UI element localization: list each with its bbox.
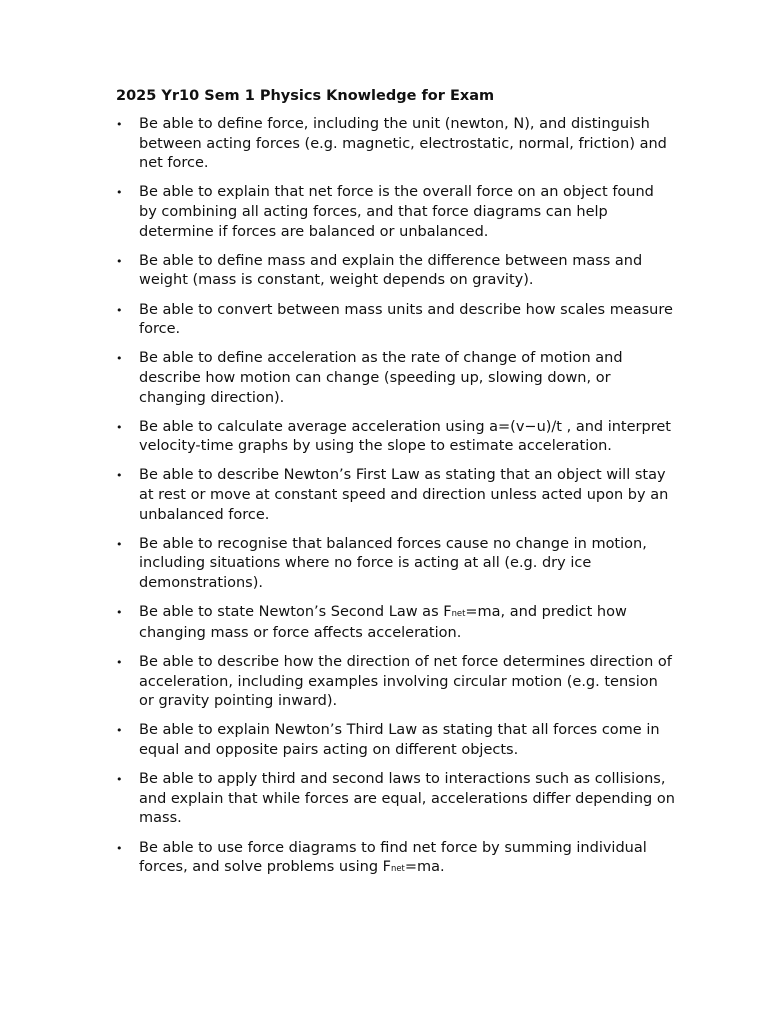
list-item <box>116 770 676 829</box>
bullet-icon: • <box>116 118 123 131</box>
list-item <box>116 301 676 340</box>
subscript-net: net <box>451 608 466 619</box>
bullet-icon: • <box>116 724 123 738</box>
list-item <box>116 349 676 408</box>
bullet-icon: • <box>116 537 123 551</box>
bullet-icon: • <box>116 469 123 483</box>
list-item <box>116 252 676 291</box>
text-before-subscript: Be able to state Newton’s Second Law as F <box>139 604 452 621</box>
bullet-icon: • <box>116 303 123 317</box>
list-item-text: Be able to apply third and second laws to interactions such as collisions, and explain that while forces are equal, accelerations differ depending on mass. <box>139 771 675 827</box>
list-item-text: Be able to convert between mass units and describe how scales measure force. <box>139 301 673 338</box>
list-item <box>116 603 676 643</box>
list-item-text <box>139 840 647 876</box>
list-item-text: Be able to define mass and explain the difference between mass and weight (mass is constant, weight depends on gravity). <box>139 252 643 289</box>
bullet-icon: • <box>116 420 123 434</box>
bullet-icon: • <box>116 656 123 669</box>
list-item-text: Be able to recognise that balanced forces cause no change in motion, including situations where no force is acting at all (e.g. dry ice demonstrations). <box>139 535 647 592</box>
bullet-icon: • <box>116 841 123 855</box>
list-item <box>116 115 676 174</box>
knowledge-list <box>116 115 676 879</box>
text-after-subscript: =ma, and predict how changing mass or force affects acceleration. <box>139 604 627 641</box>
list-item-text <box>139 604 627 641</box>
document-page <box>116 86 676 888</box>
list-item <box>116 839 676 879</box>
bullet-icon: • <box>116 352 123 366</box>
list-item-text: Be able to calculate average acceleration using a=(v−u)/t , and interpret velocity-time graphs by using the slope to estimate acceleration. <box>139 418 671 455</box>
list-item-text: Be able to explain that net force is the overall force on an object found by combining all acting forces, and that force diagrams can help determine if forces are balanced or unbalanced. <box>139 184 654 240</box>
document-title: 2025 Yr10 Sem 1 Physics Knowledge for Exam <box>116 88 495 104</box>
bullet-icon: • <box>116 606 123 620</box>
list-item <box>116 466 676 525</box>
text-before-subscript: Be able to use force diagrams to find net force by summing individual forces, and solve problems using F <box>139 839 647 876</box>
list-item-text: Be able to define force, including the unit (newton, N), and distinguish between acting forces (e.g. magnetic, electrostatic, normal, friction) and net force. <box>139 116 667 172</box>
text-after-subscript: =ma. <box>404 859 445 876</box>
bullet-icon: • <box>116 186 123 200</box>
subscript-net: net <box>391 863 405 874</box>
list-item <box>116 418 676 457</box>
list-item <box>116 721 676 760</box>
list-item-text: Be able to define acceleration as the rate of change of motion and describe how motion can change (speeding up, slowing down, or changing direction). <box>139 350 623 406</box>
list-item-text: Be able to describe how the direction of net force determines direction of acceleration, including examples involving circular motion (e.g. tension or gravity pointing inward). <box>139 654 672 710</box>
list-item-text: Be able to describe Newton’s First Law as stating that an object will stay at rest or move at constant speed and direction unless acted upon by an unbalanced force. <box>139 467 669 523</box>
list-item <box>116 653 676 712</box>
bullet-icon: • <box>116 773 123 787</box>
list-item <box>116 183 676 242</box>
bullet-icon: • <box>116 254 123 268</box>
list-item <box>116 535 676 594</box>
list-item-text: Be able to explain Newton’s Third Law as stating that all forces come in equal and opposite pairs acting on different objects. <box>139 722 660 758</box>
